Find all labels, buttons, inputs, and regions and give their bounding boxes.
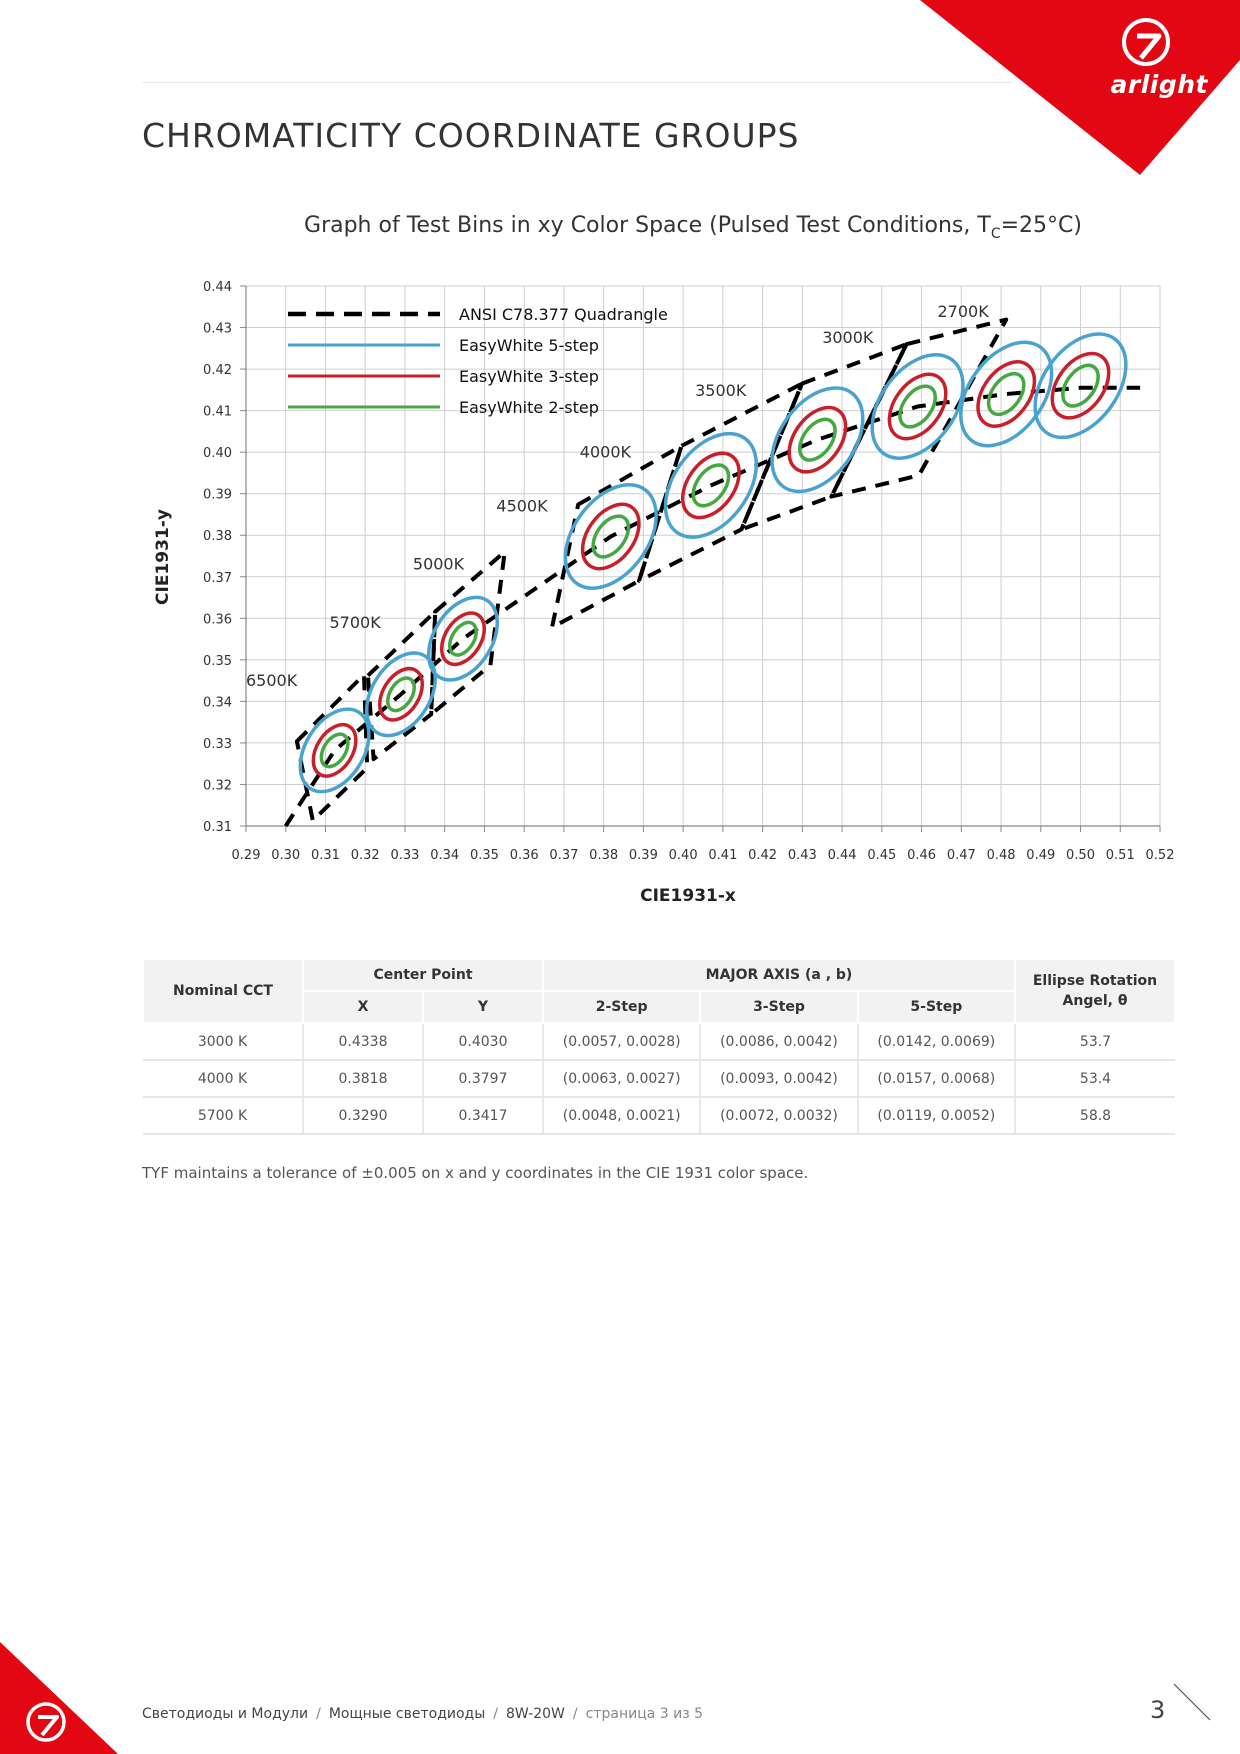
y-tick-label: 0.31 — [203, 820, 232, 835]
cct-ellipse — [415, 585, 512, 692]
footer-brand-corner — [0, 1614, 120, 1754]
x-tick-label: 0.36 — [509, 848, 539, 863]
x-tick-label: 0.39 — [628, 848, 658, 863]
x-axis-label: CIE1931-x — [640, 886, 736, 906]
ellipse-2step — [981, 367, 1031, 421]
table-row — [143, 1060, 1175, 1097]
cell-angle: 53.7 — [1015, 1023, 1175, 1060]
x-tick-label: 0.35 — [469, 848, 499, 863]
x-tick-label: 0.51 — [1105, 848, 1135, 863]
x-tick-label: 0.33 — [390, 848, 420, 863]
breadcrumb-separator: / — [316, 1706, 321, 1722]
chromaticity-chart — [0, 190, 1240, 910]
y-tick-label: 0.41 — [203, 404, 232, 420]
breadcrumb-item[interactable]: Светодиоды и Модули — [142, 1706, 309, 1722]
header-rule — [142, 82, 1012, 83]
chart-grid — [246, 286, 1160, 826]
x-tick-label: 0.44 — [827, 848, 857, 863]
cell-cct: 5700 K — [143, 1097, 303, 1134]
cell-angle: 58.8 — [1015, 1097, 1175, 1134]
cell-2step: (0.0057, 0.0028) — [543, 1023, 700, 1060]
cct-label: 4000K — [579, 442, 632, 462]
x-tick-label: 0.32 — [350, 848, 380, 863]
x-tick-label: 0.43 — [787, 848, 817, 863]
col-rotation: Ellipse Rotation Angel, θ — [1015, 959, 1175, 1023]
x-tick-label: 0.37 — [549, 848, 579, 863]
cell-y: 0.4030 — [423, 1023, 543, 1060]
x-tick-label: 0.41 — [708, 848, 738, 863]
y-tick-label: 0.38 — [203, 529, 232, 545]
chart-title: Graph of Test Bins in xy Color Space (Pulsed Test Conditions, $T_C=25^\circ C$) — [304, 213, 1082, 242]
cell-5step: (0.0157, 0.0068) — [858, 1060, 1015, 1097]
x-tick-label: 0.47 — [946, 848, 976, 863]
y-tick-label: 0.37 — [203, 570, 232, 586]
col-y: Y — [423, 991, 543, 1023]
cell-3step: (0.0072, 0.0032) — [700, 1097, 857, 1134]
cct-label: 3500K — [695, 381, 747, 401]
x-tick-label: 0.40 — [668, 848, 698, 863]
chart-legend — [288, 305, 668, 417]
cct-labels — [246, 302, 989, 690]
col-3step: 3-Step — [700, 991, 857, 1023]
brand-logo-text[interactable]: arlight — [1110, 70, 1208, 99]
cct-label: 4500K — [496, 496, 548, 516]
page-number: 3 — [1150, 1696, 1166, 1724]
y-tick-label: 0.32 — [203, 778, 232, 794]
table-row — [143, 1097, 1175, 1134]
page-number-slash — [1172, 1682, 1212, 1722]
x-tick-label: 0.52 — [1145, 848, 1175, 863]
cell-cct: 4000 K — [143, 1060, 303, 1097]
x-tick-label: 0.34 — [430, 848, 460, 863]
page-title: CHROMATICITY COORDINATE GROUPS — [142, 116, 800, 155]
x-tick-label: 0.45 — [867, 848, 897, 863]
y-tick-label: 0.40 — [203, 446, 232, 462]
x-tick-label: 0.38 — [589, 848, 619, 863]
col-nominal-cct: Nominal CCT — [143, 959, 303, 1023]
cct-label: 3000K — [822, 327, 874, 347]
ellipse-2step — [793, 413, 843, 467]
ellipse-5step — [415, 585, 512, 692]
col-2step: 2-Step — [543, 991, 700, 1023]
cell-x: 0.4338 — [303, 1023, 423, 1060]
breadcrumb-item[interactable]: 8W-20W — [506, 1706, 565, 1722]
y-axis-label: CIE1931-y — [153, 509, 173, 605]
x-tick-label: 0.31 — [311, 848, 340, 863]
breadcrumb-separator: / — [493, 1706, 498, 1722]
y-tick-label: 0.34 — [203, 695, 232, 711]
cell-5step: (0.0119, 0.0052) — [858, 1097, 1015, 1134]
cell-2step: (0.0063, 0.0027) — [543, 1060, 700, 1097]
cell-5step: (0.0142, 0.0069) — [858, 1023, 1015, 1060]
x-tick-label: 0.48 — [986, 848, 1016, 863]
legend-label: EasyWhite 2-step — [459, 398, 599, 417]
legend-label: EasyWhite 5-step — [459, 336, 599, 355]
col-major-axis: MAJOR AXIS (a , b) — [543, 959, 1015, 991]
y-tick-label: 0.42 — [203, 363, 232, 379]
table-row — [143, 1023, 1175, 1060]
y-tick-label: 0.35 — [203, 653, 232, 669]
cct-label: 6500K — [246, 671, 298, 690]
y-tick-label: 0.33 — [203, 736, 232, 752]
breadcrumb-item[interactable]: Мощные светодиоды — [328, 1706, 486, 1722]
footer-breadcrumb — [142, 1706, 703, 1722]
col-5step: 5-Step — [858, 991, 1015, 1023]
cct-label: 5700K — [329, 612, 381, 632]
y-tick-label: 0.39 — [203, 487, 232, 503]
cell-y: 0.3417 — [423, 1097, 543, 1134]
x-tick-label: 0.50 — [1066, 848, 1095, 863]
cct-label: 5000K — [412, 554, 465, 574]
x-tick-label: 0.29 — [231, 848, 261, 863]
cell-2step: (0.0048, 0.0021) — [543, 1097, 700, 1134]
ellipse-3step — [966, 351, 1046, 436]
page-counter: страница 3 из 5 — [585, 1706, 704, 1722]
ellipse-3step — [305, 717, 365, 784]
x-tick-label: 0.42 — [748, 848, 778, 863]
cell-x: 0.3290 — [303, 1097, 423, 1134]
cell-angle: 53.4 — [1015, 1060, 1175, 1097]
ansi-quadrangle — [552, 446, 682, 628]
cell-3step: (0.0086, 0.0042) — [700, 1023, 857, 1060]
ansi-quadrangle — [368, 612, 435, 759]
y-tick-label: 0.43 — [203, 321, 232, 337]
cct-label: 2700K — [937, 302, 989, 322]
legend-label: ANSI C78.377 Quadrangle — [459, 305, 668, 324]
tolerance-note: TYF maintains a tolerance of ±0.005 on x and y coordinates in the CIE 1931 color space. — [142, 1164, 809, 1182]
x-tick-label: 0.30 — [271, 848, 301, 863]
cell-y: 0.3797 — [423, 1060, 543, 1097]
col-center-point: Center Point — [303, 959, 543, 991]
col-x: X — [303, 991, 423, 1023]
breadcrumb-separator: / — [572, 1706, 578, 1722]
legend-label: EasyWhite 3-step — [459, 367, 599, 386]
ellipse-spec-table — [142, 958, 1176, 1135]
cell-3step: (0.0093, 0.0042) — [700, 1060, 857, 1097]
y-tick-label: 0.44 — [203, 280, 232, 295]
cell-x: 0.3818 — [303, 1060, 423, 1097]
x-tick-label: 0.49 — [1026, 848, 1056, 863]
x-tick-label: 0.46 — [907, 848, 937, 863]
footer-triangle — [0, 1642, 118, 1754]
y-tick-label: 0.36 — [203, 612, 232, 628]
cell-cct: 3000 K — [143, 1023, 303, 1060]
